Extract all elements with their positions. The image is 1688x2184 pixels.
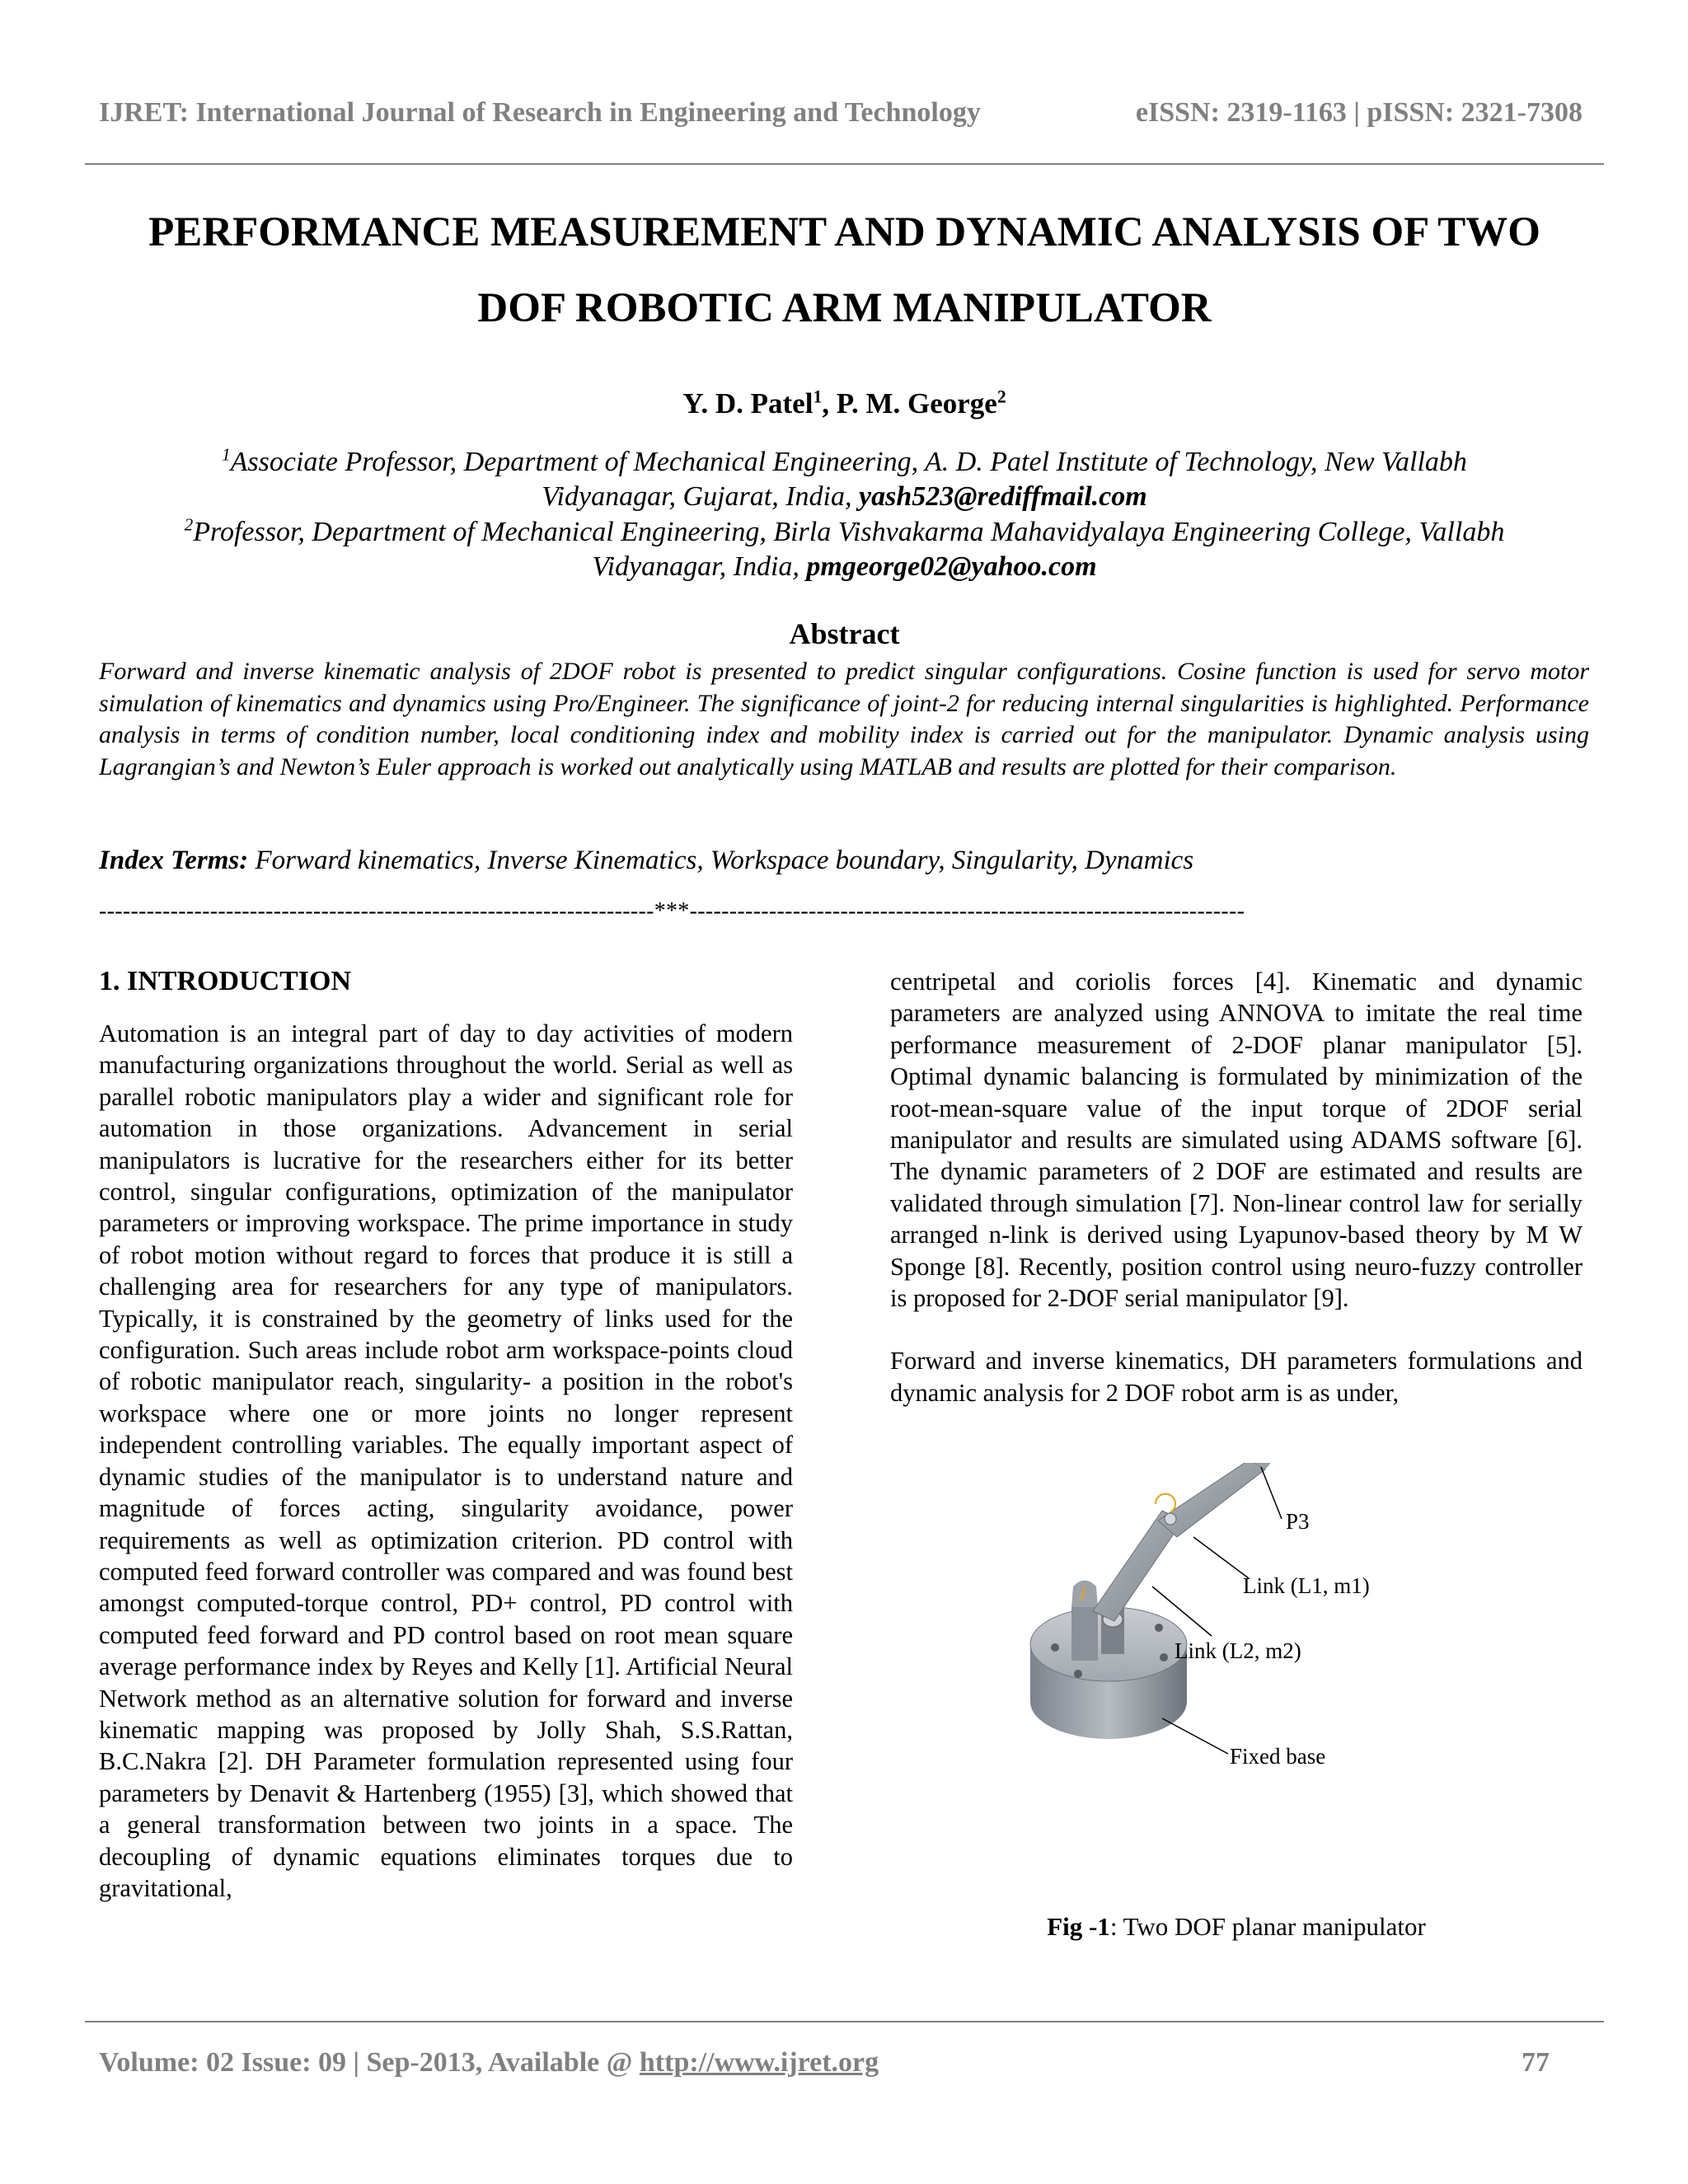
intro-paragraph-left: Automation is an integral part of day to day activities of modern manufacturing organizations throughout the world. Serial as well as parallel robotic manipulators play a wider and significant role for automation in those organizations. Advancement in serial manipulators is lucrative for the researchers either for its better control, singular configurations, optimization of the manipulator parameters or improving workspace. The prime importance in study of robot motion without regard to forces that produce it is still a challenging area for researchers for any type of manipulators. Typically, it is constrained by the geometry of links used for the configuration. Such areas include robot arm workspace-points cloud of robotic manipulator reach, singularity- a position in the robot's workspace where one or more joints no longer represent independent controlling variables. The equally important aspect of dynamic studies of the manipulator is to understand nature and magnitude of forces acting, singularity avoidance, power requirements as well as optimization criterion. PD control with computed feed forward controller was compared and was found best amongst computed-torque control, PD+ control, PD control with computed feed forward and PD control based on root mean square average performance index by Reyes and Kelly [1]. Artificial Neural Network method as an alternative solution for forward and inverse kinematic mapping was proposed by Jolly Shah, S.S.Rattan, B.C.Nakra [2]. DH Parameter formulation represented using four parameters by Denavit & Hartenberg (1955) [3], which showed that a general transformation between two joints in a space. The decoupling of dynamic equations eliminates torques due to gravitational, xyxy=(99,1019,793,1902)
author-1-mark: 1 xyxy=(813,387,823,407)
running-header xyxy=(99,97,1582,129)
joint-2-rotation-arrow xyxy=(1156,1494,1175,1512)
affiliation-2-line-1: Professor, Department of Mechanical Engineering, Birla Vishvakarma Mahavidyalaya Engineering College, Vallabh xyxy=(193,517,1505,547)
affiliation-1-mark: 1 xyxy=(222,444,231,465)
footer-rule xyxy=(85,2021,1604,2022)
section-heading-introduction: 1. INTRODUCTION xyxy=(99,966,352,996)
abstract-text: Forward and inverse kinematic analysis of 2DOF robot is presented to predict singular configurations. Cosine function is used for servo motor simulation of kinematics and dynamics using Pro/Engineer. The significance of joint-2 for reducing internal singularities is highlighted. Performance analysis in terms of condition number, local conditioning index and mobility index is carried out for the manipulator. Dynamic analysis using Lagrangian’s and Newton’s Euler approach is worked out analytically using MATLAB and results are plotted for their comparison. xyxy=(99,658,1589,780)
figure-caption-number: Fig -1 xyxy=(1047,1912,1110,1941)
footer-volume xyxy=(99,2047,879,2079)
intro-paragraph-right-1: centripetal and coriolis forces [4]. Kinematic and dynamic parameters are analyzed using ANNOVA to imitate the real time performance measurement of 2-DOF planar manipulator [5]. Optimal dynamic balancing is formulated by minimization of the root-mean-square value of the input torque of 2DOF serial manipulator and results are simulated using ADAMS software [6]. The dynamic parameters of 2 DOF are estimated and results are validated through simulation [7]. Non-linear control law for serially arranged n-link is derived using Lyapunov-based theory by M W Sponge [8]. Recently, position control using neuro-fuzzy controller is proposed for 2-DOF serial manipulator [9]. xyxy=(890,968,1582,1313)
affiliation-1-line-2: Vidyanagar, Gujarat, India, xyxy=(542,481,859,512)
intro-paragraph-right-2: Forward and inverse kinematics, DH parameters formulations and dynamic analysis for 2 DOF robot arm is as under, xyxy=(890,1347,1582,1407)
affiliation-1-email[interactable]: yash523@rediffmail.com xyxy=(859,481,1147,512)
index-terms xyxy=(99,846,1589,876)
title-line-1: PERFORMANCE MEASUREMENT AND DYNAMIC ANALYSIS OF TWO xyxy=(148,209,1540,255)
affiliation-1 xyxy=(85,445,1604,514)
figure-caption-text: : Two DOF planar manipulator xyxy=(1109,1912,1426,1941)
author-1: Y. D. Patel xyxy=(682,387,814,419)
robot-arm-figure xyxy=(1014,1463,1492,1875)
title-line-2: DOF ROBOTIC ARM MANIPULATOR xyxy=(477,285,1212,331)
index-terms-text: Forward kinematics, Inverse Kinematics, Workspace boundary, Singularity, Dynamics xyxy=(248,846,1194,875)
authors xyxy=(85,387,1604,420)
paper-title xyxy=(85,194,1604,346)
affiliation-2-line-2: Vidyanagar, India, xyxy=(592,551,807,582)
affiliation-2-email[interactable]: pmgeorge02@yahoo.com xyxy=(806,551,1097,582)
section-separator: ----------------------------------------------------------------------***---------------------------------------------------------------------- xyxy=(99,898,1245,924)
affiliation-2 xyxy=(85,515,1604,584)
author-2-mark: 2 xyxy=(996,387,1006,407)
issn: eISSN: 2319-1163 | pISSN: 2321-7308 xyxy=(1135,97,1582,128)
label-link-l1: Link (L1, m1) xyxy=(1243,1573,1370,1598)
author-separator: , xyxy=(822,387,837,419)
footer-volume-text: Volume: 02 Issue: 09 | Sep-2013, Available @ xyxy=(99,2047,640,2078)
affiliation-1-line-1: Associate Professor, Department of Mechanical Engineering, A. D. Patel Institute of Technology, New Vallabh xyxy=(230,447,1467,477)
index-terms-label: Index Terms: xyxy=(99,846,249,875)
page-number: 77 xyxy=(1522,2047,1550,2078)
journal-name: IJRET: International Journal of Research in Engineering and Technology xyxy=(99,97,981,128)
left-column xyxy=(99,1018,793,1904)
affiliation-2-mark: 2 xyxy=(184,514,194,535)
journal-link[interactable]: http://www.ijret.org xyxy=(639,2047,879,2078)
label-link-l2: Link (L2, m2) xyxy=(1175,1638,1301,1663)
right-column xyxy=(890,966,1582,1408)
figure-caption xyxy=(890,1912,1582,1942)
label-p3: P3 xyxy=(1286,1509,1310,1534)
author-2: P. M. George xyxy=(836,387,997,419)
abstract-heading: Abstract xyxy=(789,617,900,650)
header-rule xyxy=(85,163,1604,165)
footer xyxy=(99,2047,1550,2079)
label-fixed-base: Fixed base xyxy=(1230,1744,1326,1769)
